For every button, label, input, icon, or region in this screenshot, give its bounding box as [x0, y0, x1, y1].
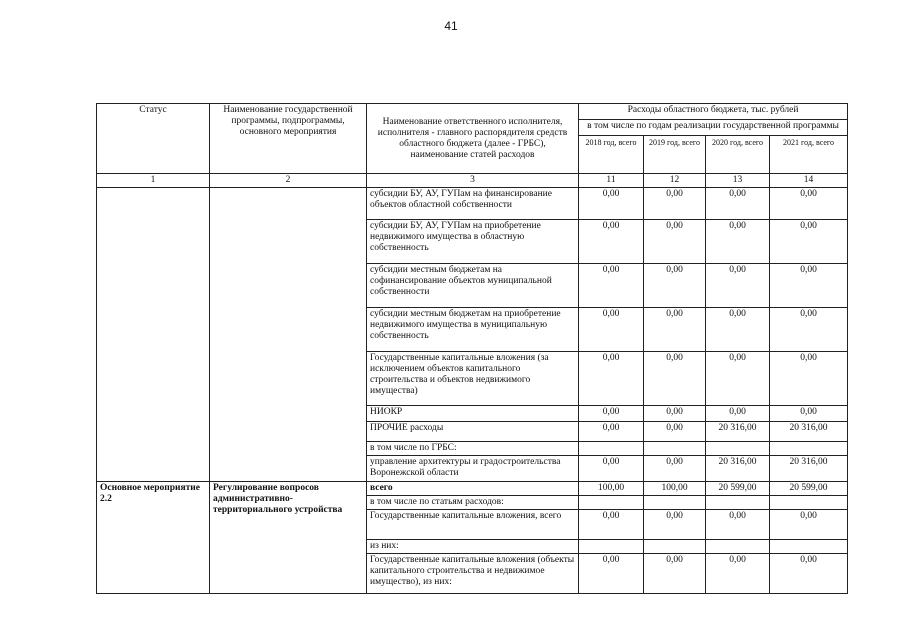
value-cell — [706, 442, 770, 456]
header-year: 2018 год, всего — [579, 136, 644, 174]
value-cell: 0,00 — [706, 510, 770, 540]
header-program-name: Наименование государственной программы, подпрограммы, основного мероприятия — [210, 104, 367, 174]
header-expenses-title: Расходы областного бюджета, тыс. рублей — [579, 104, 848, 120]
value-cell: 20 316,00 — [706, 456, 770, 482]
section-name: Регулирование вопросов административно-территориального устройства — [210, 482, 367, 594]
row-label: НИОКР — [367, 406, 579, 422]
value-cell: 0,00 — [579, 510, 644, 540]
value-cell: 0,00 — [644, 554, 706, 594]
value-cell: 0,00 — [579, 188, 644, 220]
column-number: 13 — [706, 174, 770, 188]
value-cell: 0,00 — [770, 308, 848, 352]
value-cell — [770, 496, 848, 510]
row-label: субсидии БУ, АУ, ГУПам на приобретение недвижимого имущества в областную собственность — [367, 220, 579, 264]
row-label: Государственные капитальные вложения (объекты капитального строительства и недвижимое имущество), из них: — [367, 554, 579, 594]
value-cell — [579, 496, 644, 510]
value-cell: 0,00 — [579, 422, 644, 442]
budget-table — [96, 103, 848, 594]
value-cell: 0,00 — [579, 554, 644, 594]
column-number: 2 — [210, 174, 367, 188]
header-year: 2020 год, всего — [706, 136, 770, 174]
header-row-1 — [97, 104, 848, 120]
value-cell: 0,00 — [770, 188, 848, 220]
value-cell — [770, 442, 848, 456]
header-year: 2021 год, всего — [770, 136, 848, 174]
row-label: в том числе по статьям расходов: — [367, 496, 579, 510]
row-label: Государственные капитальные вложения (за исключением объектов капитального строительства и объектов недвижимого имущества) — [367, 352, 579, 406]
value-cell: 0,00 — [644, 308, 706, 352]
value-cell: 0,00 — [770, 554, 848, 594]
value-cell: 0,00 — [770, 264, 848, 308]
column-number: 3 — [367, 174, 579, 188]
status-cell-empty — [97, 188, 210, 482]
section-status: Основное мероприятие 2.2 — [97, 482, 210, 594]
value-cell: 0,00 — [706, 554, 770, 594]
value-cell: 0,00 — [706, 352, 770, 406]
header-executor-name: Наименование ответственного исполнителя, исполнителя - главного распорядителя средств областного бюджета (далее - ГРБС), наименование статей расходов — [367, 104, 579, 174]
column-number: 11 — [579, 174, 644, 188]
value-cell: 20 316,00 — [706, 422, 770, 442]
value-cell: 20 599,00 — [706, 482, 770, 496]
row-label: Государственные капитальные вложения, всего — [367, 510, 579, 540]
value-cell: 20 316,00 — [770, 422, 848, 442]
program-cell-empty — [210, 188, 367, 482]
value-cell: 0,00 — [706, 406, 770, 422]
value-cell — [579, 442, 644, 456]
row-label: всего — [367, 482, 579, 496]
row-label: из них: — [367, 540, 579, 554]
header-status: Статус — [97, 104, 210, 174]
value-cell: 0,00 — [770, 406, 848, 422]
value-cell: 0,00 — [706, 264, 770, 308]
value-cell: 0,00 — [770, 352, 848, 406]
value-cell: 0,00 — [579, 456, 644, 482]
value-cell: 0,00 — [644, 510, 706, 540]
value-cell: 100,00 — [644, 482, 706, 496]
page-number: 41 — [444, 19, 458, 33]
header-by-years: в том числе по годам реализации государственной программы — [579, 120, 848, 136]
value-cell — [706, 540, 770, 554]
column-number: 14 — [770, 174, 848, 188]
column-numbers-row — [97, 174, 848, 188]
row-label: в том числе по ГРБС: — [367, 442, 579, 456]
value-cell: 20 316,00 — [770, 456, 848, 482]
value-cell: 0,00 — [770, 510, 848, 540]
row-label: ПРОЧИЕ расходы — [367, 422, 579, 442]
value-cell — [644, 540, 706, 554]
value-cell — [644, 496, 706, 510]
value-cell: 0,00 — [644, 264, 706, 308]
value-cell: 0,00 — [706, 188, 770, 220]
value-cell: 0,00 — [579, 264, 644, 308]
header-year: 2019 год, всего — [644, 136, 706, 174]
value-cell — [770, 540, 848, 554]
value-cell: 0,00 — [579, 308, 644, 352]
value-cell: 20 599,00 — [770, 482, 848, 496]
column-number: 12 — [644, 174, 706, 188]
value-cell: 0,00 — [579, 352, 644, 406]
value-cell: 0,00 — [644, 456, 706, 482]
row-label: субсидии местным бюджетам на приобретение недвижимого имущества в муниципальную собственность — [367, 308, 579, 352]
value-cell: 100,00 — [579, 482, 644, 496]
value-cell: 0,00 — [644, 422, 706, 442]
table-row — [97, 188, 848, 220]
value-cell: 0,00 — [706, 220, 770, 264]
value-cell: 0,00 — [770, 220, 848, 264]
value-cell — [644, 442, 706, 456]
value-cell — [579, 540, 644, 554]
value-cell: 0,00 — [706, 308, 770, 352]
value-cell — [706, 496, 770, 510]
value-cell: 0,00 — [644, 188, 706, 220]
value-cell: 0,00 — [644, 220, 706, 264]
column-number: 1 — [97, 174, 210, 188]
value-cell: 0,00 — [579, 406, 644, 422]
table-row — [97, 482, 848, 496]
row-label: субсидии БУ, АУ, ГУПам на финансирование объектов областной собственности — [367, 188, 579, 220]
row-label: управление архитектуры и градостроительства Воронежской области — [367, 456, 579, 482]
value-cell: 0,00 — [644, 406, 706, 422]
value-cell: 0,00 — [644, 352, 706, 406]
row-label: субсидии местным бюджетам на софинансирование объектов муниципальной собственности — [367, 264, 579, 308]
value-cell: 0,00 — [579, 220, 644, 264]
